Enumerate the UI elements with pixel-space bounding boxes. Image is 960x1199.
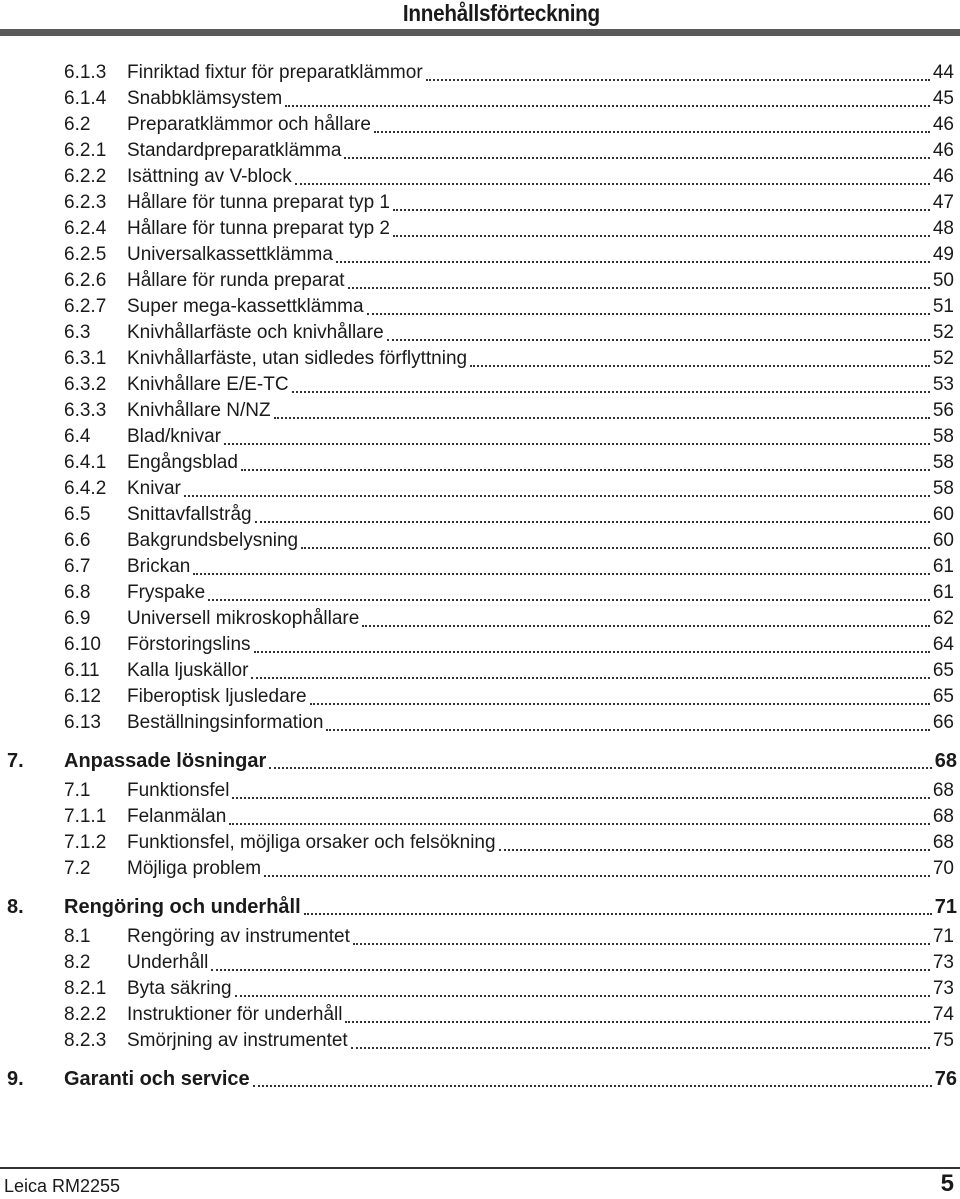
toc-dot-leader — [251, 677, 929, 679]
toc-dot-leader — [387, 339, 930, 341]
toc-entry-title: Beställningsinformation — [127, 712, 324, 733]
toc-entry-title: Preparatklämmor och hållare — [127, 114, 371, 135]
toc-entry-title: Fiberoptisk ljusledare — [127, 686, 307, 707]
toc-entry-title: Brickan — [127, 556, 191, 577]
toc-entry-page: 51 — [932, 296, 954, 317]
toc-entry-title: Hållare för tunna preparat typ 2 — [127, 218, 390, 239]
toc-entry[interactable] — [64, 270, 954, 294]
toc-dot-leader — [255, 521, 930, 523]
toc-entry-page: 58 — [932, 426, 954, 447]
toc-entry-page: 61 — [932, 556, 954, 577]
toc-entry-page: 48 — [932, 218, 954, 239]
page-header — [0, 0, 960, 30]
toc-entry-number: 8.2.3 — [64, 1030, 107, 1051]
toc-entry[interactable] — [64, 660, 954, 684]
footer-product-name: Leica RM2255 — [4, 1176, 121, 1196]
toc-dot-leader — [393, 209, 930, 211]
toc-dot-leader — [184, 495, 930, 497]
toc-entry-title: Hållare för tunna preparat typ 1 — [127, 192, 390, 213]
toc-entry-page: 58 — [932, 452, 954, 473]
toc-entry-title: Felanmälan — [127, 806, 227, 827]
toc-entry-title: Funktionsfel — [127, 780, 230, 801]
toc-dot-leader — [285, 105, 930, 107]
toc-entry[interactable] — [64, 478, 954, 502]
toc-entry-page: 56 — [932, 400, 954, 421]
toc-entry-page: 65 — [932, 660, 954, 681]
toc-entry-title: Standardpreparatklämma — [127, 140, 342, 161]
toc-dot-leader — [344, 157, 929, 159]
toc-entry-number: 6.10 — [64, 634, 101, 655]
toc-entry[interactable] — [64, 608, 954, 632]
toc-entry-number: 6.2.4 — [64, 218, 107, 239]
toc-entry[interactable] — [64, 582, 954, 606]
toc-entry[interactable] — [64, 634, 954, 658]
toc-entry-number: 6.4.2 — [64, 478, 107, 499]
toc-entry-page: 60 — [932, 530, 954, 551]
toc-entry-number: 8.2.1 — [64, 978, 107, 999]
toc-dot-leader — [336, 261, 930, 263]
toc-entry-title: Instruktioner för underhåll — [127, 1004, 343, 1025]
toc-entry-number: 6.6 — [64, 530, 91, 551]
toc-dot-leader — [224, 443, 930, 445]
toc-dot-leader — [241, 469, 930, 471]
toc-entry-number: 6.3.2 — [64, 374, 107, 395]
toc-dot-leader — [253, 1085, 932, 1087]
toc-dot-leader — [193, 573, 930, 575]
toc-entry-title: Knivhållarfäste och knivhållare — [127, 322, 384, 343]
toc-entry-page: 44 — [932, 62, 954, 83]
toc-dot-leader — [426, 79, 930, 81]
toc-entry-number: 6.4 — [64, 426, 91, 447]
toc-entry-number: 6.2.7 — [64, 296, 107, 317]
toc-entry-title: Knivhållare N/NZ — [127, 400, 271, 421]
toc-entry-number: 6.13 — [64, 712, 101, 733]
toc-entry-page: 64 — [932, 634, 954, 655]
toc-entry-number: 7.1 — [64, 780, 91, 801]
toc-entry[interactable] — [64, 926, 954, 950]
toc-dot-leader — [362, 625, 930, 627]
toc-entry-page: 73 — [932, 952, 954, 973]
toc-entry[interactable] — [64, 88, 954, 112]
toc-entry-page: 65 — [932, 686, 954, 707]
toc-entry-number: 6.2.3 — [64, 192, 107, 213]
toc-entry-page: 60 — [932, 504, 954, 525]
toc-dot-leader — [208, 599, 930, 601]
toc-entry-page: 49 — [932, 244, 954, 265]
toc-dot-leader — [254, 651, 930, 653]
toc-entry-title: Knivhållarfäste, utan sidledes förflyttning — [127, 348, 468, 369]
toc-entry-page: 71 — [932, 926, 954, 947]
toc-entry-number: 7.1.1 — [64, 806, 107, 827]
toc-entry-number: 6.2.2 — [64, 166, 107, 187]
toc-entry-number: 6.12 — [64, 686, 101, 707]
toc-entry-title: Snittavfallstråg — [127, 504, 252, 525]
toc-entry-title: Garanti och service — [64, 1068, 250, 1090]
toc-entry[interactable] — [64, 504, 954, 528]
toc-entry-title: Underhåll — [127, 952, 209, 973]
toc-entry-title: Isättning av V-block — [127, 166, 292, 187]
toc-entry-title: Universell mikroskophållare — [127, 608, 360, 629]
toc-entry-page: 68 — [932, 832, 954, 853]
toc-dot-leader — [269, 767, 931, 769]
toc-entry-page: 52 — [932, 322, 954, 343]
toc-dot-leader — [326, 729, 929, 731]
toc-entry[interactable] — [64, 1030, 954, 1054]
toc-entry[interactable] — [64, 712, 954, 736]
toc-dot-leader — [310, 703, 930, 705]
toc-entry[interactable] — [64, 192, 954, 216]
toc-entry-page: 61 — [932, 582, 954, 603]
toc-entry-title: Hållare för runda preparat — [127, 270, 345, 291]
toc-entry-number: 6.5 — [64, 504, 91, 525]
toc-dot-leader — [211, 969, 930, 971]
toc-entry-number: 6.2 — [64, 114, 91, 135]
toc-entry-title: Byta säkring — [127, 978, 232, 999]
toc-entry[interactable] — [64, 374, 954, 398]
toc-entry[interactable] — [64, 686, 954, 710]
toc-entry-page: 76 — [934, 1068, 957, 1090]
toc-entry-page: 46 — [932, 140, 954, 161]
toc-entry-number: 6.3.3 — [64, 400, 107, 421]
toc-entry-number: 7.2 — [64, 858, 91, 879]
toc-dot-leader — [353, 943, 930, 945]
toc-entry-number: 6.4.1 — [64, 452, 107, 473]
toc-entry-title: Kalla ljuskällor — [127, 660, 249, 681]
toc-entry-number: 6.3 — [64, 322, 91, 343]
toc-entry-title: Fryspake — [127, 582, 206, 603]
toc-entry-title: Engångsblad — [127, 452, 238, 473]
toc-entry-title: Finriktad fixtur för preparatklämmor — [127, 62, 423, 83]
toc-entry-title: Förstoringslins — [127, 634, 251, 655]
toc-entry-title: Anpassade lösningar — [64, 750, 267, 772]
toc-entry[interactable] — [64, 1004, 954, 1028]
toc-dot-leader — [367, 313, 930, 315]
toc-entry-page: 62 — [932, 608, 954, 629]
toc-entry[interactable] — [64, 556, 954, 580]
toc-dot-leader — [264, 875, 930, 877]
toc-entry[interactable] — [64, 452, 954, 476]
toc-entry-title: Blad/knivar — [127, 426, 221, 447]
toc-entry-number: 7. — [7, 750, 24, 772]
toc-entry[interactable] — [64, 952, 954, 976]
toc-entry-number: 8. — [7, 896, 24, 918]
toc-entry-page: 46 — [932, 114, 954, 135]
toc-entry-page: 68 — [932, 806, 954, 827]
toc-entry-number: 6.2.6 — [64, 270, 107, 291]
toc-entry-page: 52 — [932, 348, 954, 369]
toc-dot-leader — [470, 365, 930, 367]
toc-entry-title: Rengöring av instrumentet — [127, 926, 350, 947]
toc-chapter-entry[interactable] — [7, 750, 957, 774]
toc-entry-page: 70 — [932, 858, 954, 879]
toc-entry[interactable] — [64, 832, 954, 856]
page-title: Innehållsförteckning — [402, 0, 600, 26]
toc-entry[interactable] — [64, 296, 954, 320]
toc-chapter-entry[interactable] — [7, 896, 957, 920]
toc-entry-number: 6.1.3 — [64, 62, 107, 83]
toc-entry[interactable] — [64, 806, 954, 830]
toc-entry[interactable] — [64, 114, 954, 138]
toc-dot-leader — [295, 183, 930, 185]
toc-entry-title: Bakgrundsbelysning — [127, 530, 299, 551]
toc-entry-page: 68 — [932, 780, 954, 801]
toc-dot-leader — [304, 913, 932, 915]
toc-entry[interactable] — [64, 426, 954, 450]
toc-entry-number: 6.2.1 — [64, 140, 107, 161]
toc-entry-title: Smörjning av instrumentet — [127, 1030, 348, 1051]
toc-entry-page: 73 — [932, 978, 954, 999]
toc-entry-title: Funktionsfel, möjliga orsaker och felsökning — [127, 832, 496, 853]
toc-dot-leader — [229, 823, 930, 825]
toc-entry-page: 75 — [932, 1030, 954, 1051]
toc-entry[interactable] — [64, 140, 954, 164]
toc-entry-number: 7.1.2 — [64, 832, 107, 853]
toc-entry-number: 6.7 — [64, 556, 91, 577]
toc-entry-title: Super mega-kassettklämma — [127, 296, 364, 317]
footer-rule — [0, 1167, 960, 1169]
toc-chapter-entry[interactable] — [7, 1068, 957, 1092]
toc-entry-title: Möjliga problem — [127, 858, 262, 879]
toc-dot-leader — [232, 797, 929, 799]
toc-entry-title: Universalkassettklämma — [127, 244, 333, 265]
toc-entry-page: 46 — [932, 166, 954, 187]
toc-entry-page: 53 — [932, 374, 954, 395]
toc-dot-leader — [274, 417, 930, 419]
toc-entry[interactable] — [64, 348, 954, 372]
toc-entry[interactable] — [64, 166, 954, 190]
header-rule — [0, 29, 960, 36]
toc-entry-number: 8.1 — [64, 926, 91, 947]
toc-entry-page: 45 — [932, 88, 954, 109]
toc-dot-leader — [235, 995, 930, 997]
toc-dot-leader — [301, 547, 930, 549]
toc-entry-number: 6.2.5 — [64, 244, 107, 265]
toc-dot-leader — [393, 235, 930, 237]
toc-dot-leader — [348, 287, 930, 289]
toc-entry-page: 71 — [934, 896, 957, 918]
toc-entry-page: 68 — [934, 750, 957, 772]
footer-page-number: 5 — [940, 1170, 954, 1197]
toc-entry[interactable] — [64, 218, 954, 242]
toc-entry-number: 6.9 — [64, 608, 91, 629]
toc-entry-number: 8.2 — [64, 952, 91, 973]
toc-dot-leader — [292, 391, 930, 393]
toc-dot-leader — [351, 1047, 930, 1049]
toc-entry[interactable] — [64, 322, 954, 346]
toc-dot-leader — [345, 1021, 929, 1023]
toc-entry[interactable] — [64, 530, 954, 554]
toc-entry[interactable] — [64, 62, 954, 86]
toc-dot-leader — [374, 131, 930, 133]
toc-entry-title: Knivhållare E/E-TC — [127, 374, 289, 395]
toc-entry-page: 47 — [932, 192, 954, 213]
toc-entry-number: 8.2.2 — [64, 1004, 107, 1025]
toc-entry-number: 9. — [7, 1068, 24, 1090]
toc-entry[interactable] — [64, 978, 954, 1002]
toc-entry-page: 66 — [932, 712, 954, 733]
toc-entry-page: 58 — [932, 478, 954, 499]
toc-entry-title: Snabbklämsystem — [127, 88, 283, 109]
toc-entry-title: Knivar — [127, 478, 181, 499]
toc-entry[interactable] — [64, 400, 954, 424]
toc-entry-page: 74 — [932, 1004, 954, 1025]
toc-entry-title: Rengöring och underhåll — [64, 896, 301, 918]
toc-entry[interactable] — [64, 858, 954, 882]
toc-entry-number: 6.8 — [64, 582, 91, 603]
toc-entry-page: 50 — [932, 270, 954, 291]
toc-entry[interactable] — [64, 780, 954, 804]
toc-entry[interactable] — [64, 244, 954, 268]
toc-entry-number: 6.3.1 — [64, 348, 107, 369]
toc-entry-number: 6.11 — [64, 660, 100, 681]
toc-entry-number: 6.1.4 — [64, 88, 107, 109]
toc-dot-leader — [499, 849, 930, 851]
